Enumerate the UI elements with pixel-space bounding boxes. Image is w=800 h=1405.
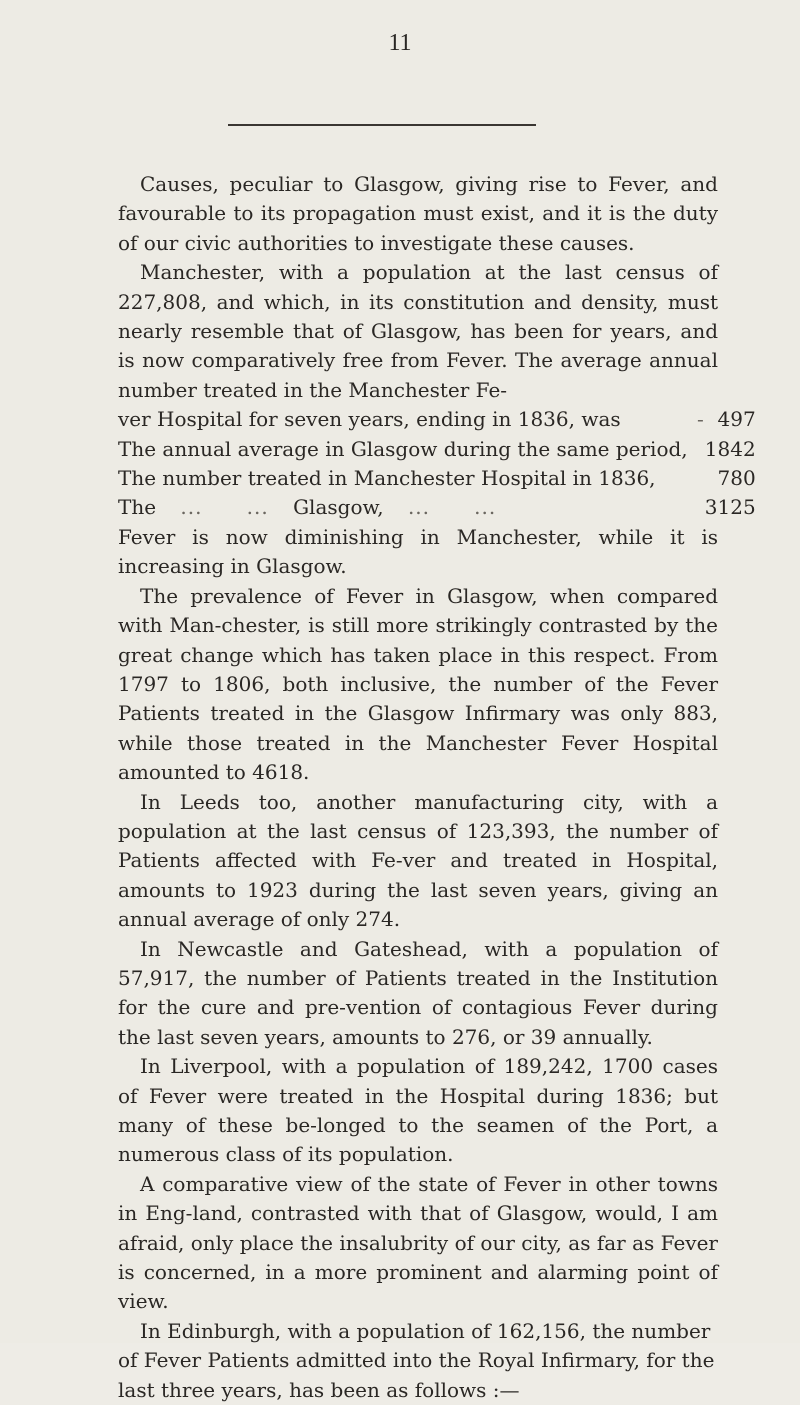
fever-statistics-table <box>118 405 756 523</box>
stat-value: 497 <box>717 407 756 432</box>
stat-dots: ... ... <box>180 495 269 520</box>
stat-label-secondary: Glasgow, <box>293 495 384 520</box>
paragraph-diminishing: Fever is now diminishing in Manchester, while it is increasing in Glasgow. <box>118 524 718 579</box>
body-text <box>118 170 756 1405</box>
stat-label: The <box>118 495 157 520</box>
stat-value: 780 <box>717 466 756 491</box>
paragraph-liverpool: In Liverpool, with a population of 189,242, 1700 cases of Fever were treated in the Hospital during 1836; but many of these be-longed to the seamen of the Port, a numerous class of its population. <box>118 1054 718 1167</box>
paragraph-comparative-view: A comparative view of the state of Fever in other towns in Eng-land, contrasted with that of Glasgow, would, I am afraid, only place the insalubrity of our city, as far as Fever is concerned, in a more prominent and alarming point of view. <box>118 1171 718 1314</box>
paragraph-newcastle: In Newcastle and Gateshead, with a population of 57,917, the number of Patients treated in the Institution for the cure and pre-vention of contagious Fever during the last seven years, amounts to 276, or 39 annually. <box>118 936 718 1049</box>
stat-label: The annual average in Glasgow during the same period, <box>118 436 688 461</box>
paragraph-edinburgh: In Edinburgh, with a population of 162,156, the number of Fever Patients admitted into the Royal Infirmary, for the last three years, has been as follows :— <box>118 1318 715 1402</box>
stat-value: 3125 <box>704 495 756 520</box>
paragraph-causes: Causes, peculiar to Glasgow, giving rise to Fever, and favourable to its propagation must exist, and it is the duty of our civic authorities to investigate these causes. <box>118 172 718 255</box>
stat-value: 1842 <box>704 436 756 461</box>
paragraph-leeds: In Leeds too, another manufacturing city, with a population at the last census of 123,393, the number of Patients affected with Fe-ver and treated in Hospital, amounts to 1923 during the last seven years, giving an annual average of only 274. <box>118 789 718 932</box>
page-number: 11 <box>388 30 412 56</box>
stat-row <box>118 464 756 493</box>
stat-leader: - <box>697 407 705 432</box>
stat-label: The number treated in Manchester Hospital in 1836, <box>118 466 656 491</box>
stat-row <box>118 435 756 464</box>
paragraph-manchester: Manchester, with a population at the last census of 227,808, and which, in its constitution and density, must nearly resemble that of Glasgow, has been for years, and is now comparatively free from Fever. The average annual number treated in the Manchester Fe- <box>118 260 718 402</box>
stat-leader: ... ... <box>407 495 497 520</box>
stat-row <box>118 493 756 522</box>
stat-row <box>118 405 756 434</box>
paragraph-prevalence: The prevalence of Fever in Glasgow, when compared with Man-chester, is still more strikingly contrasted by the great change which has taken place in this respect. From 1797 to 1806, both inclusive, the number of the Fever Patients treated in the Glasgow Infirmary was only 883, while those treated in the Manchester Fever Hospital amounted to 4618. <box>118 583 718 785</box>
header-rule <box>228 124 536 126</box>
stat-label: ver Hospital for seven years, ending in 1836, was <box>118 407 621 432</box>
